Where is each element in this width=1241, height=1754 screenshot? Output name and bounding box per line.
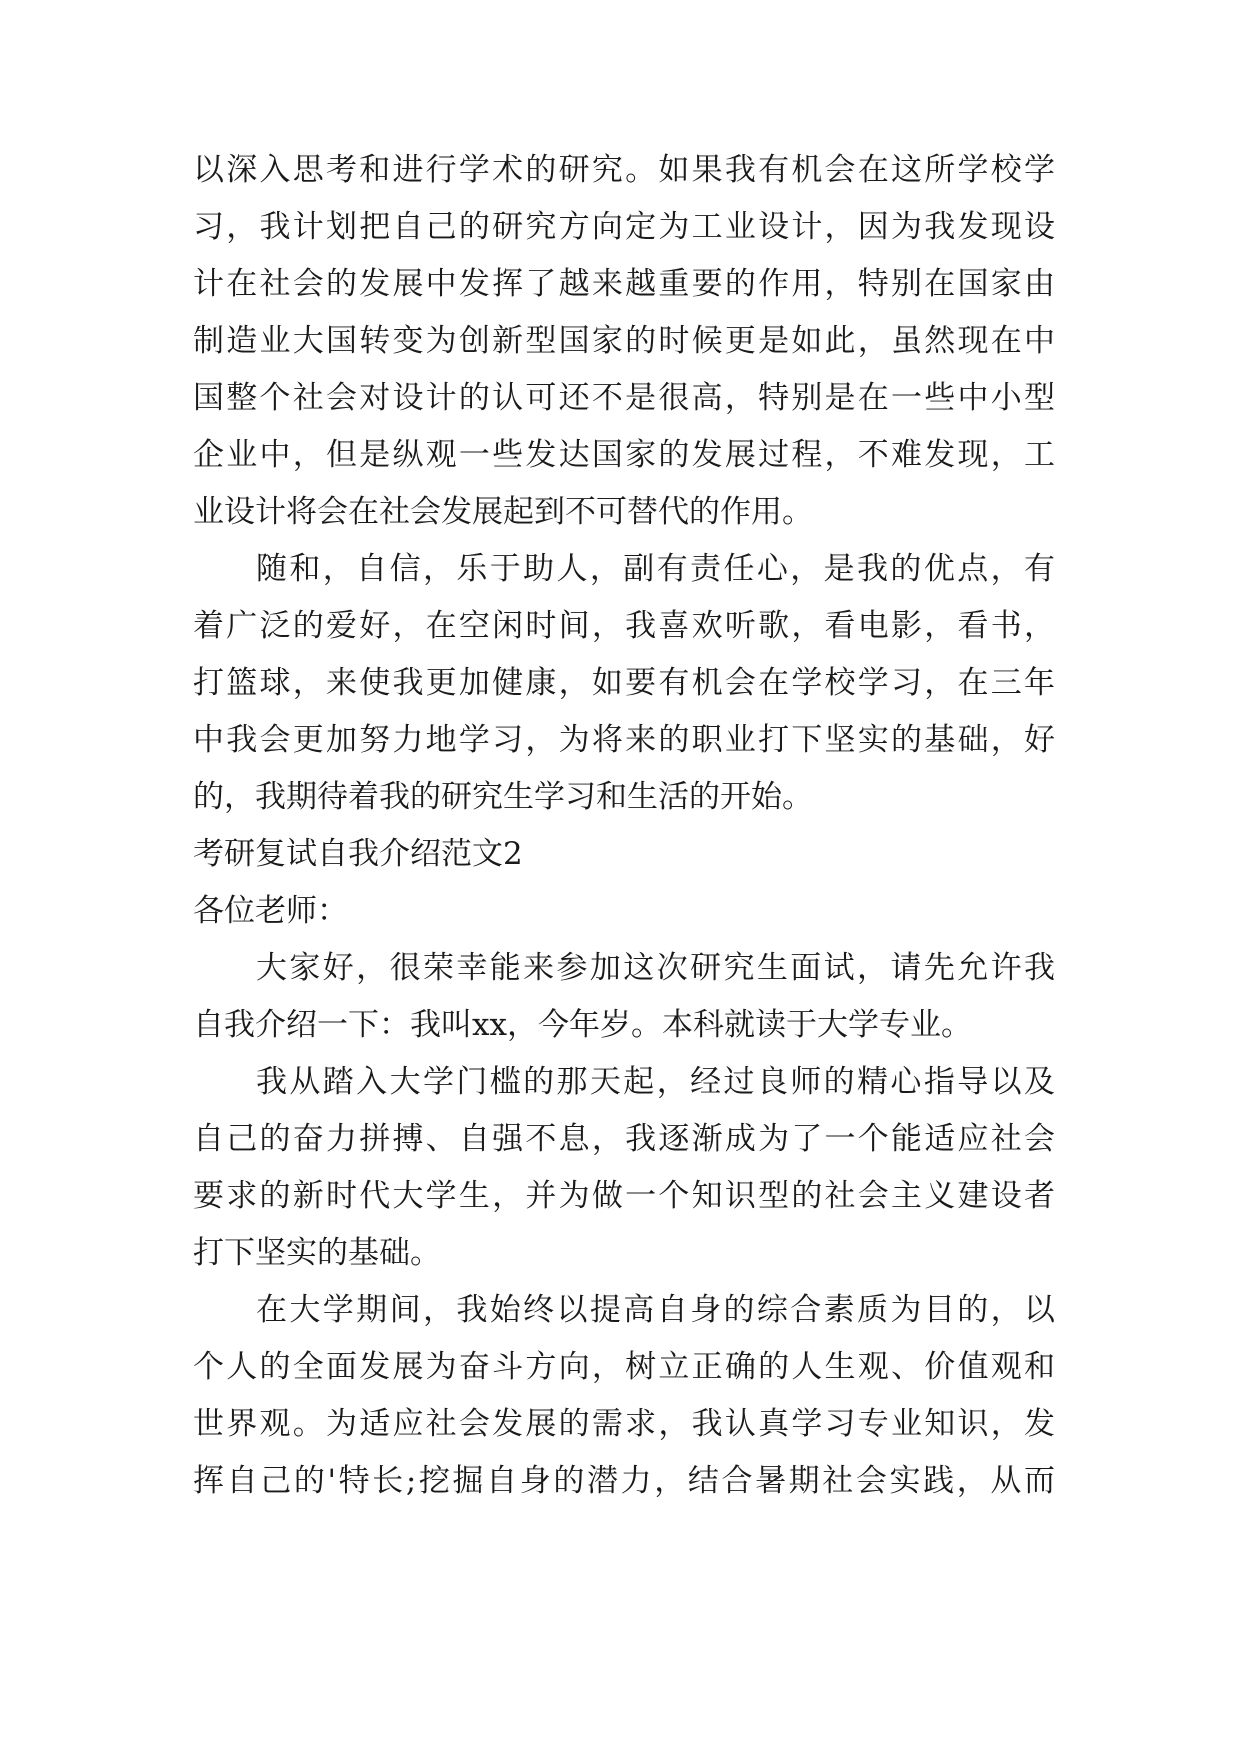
text-line: 制造业大国转变为创新型国家的时候更是如此，虽然现在中 [193, 323, 1055, 359]
text-line: 个人的全面发展为奋斗方向，树立正确的人生观、价值观和 [193, 1349, 1055, 1385]
text-line: 着广泛的爱好，在空闲时间，我喜欢听歌，看电影，看书， [193, 608, 1055, 644]
paragraph-first-line: 大家好，很荣幸能来参加这次研究生面试，请先允许我 [256, 950, 1055, 986]
text-line: 企业中，但是纵观一些发达国家的发展过程，不难发现，工 [193, 437, 1055, 473]
text-line: 中我会更加努力地学习，为将来的职业打下坚实的基础，好 [193, 722, 1055, 758]
paragraph-first-line: 在大学期间，我始终以提高自身的综合素质为目的，以 [256, 1292, 1055, 1328]
salutation: 各位老师： [193, 893, 348, 929]
text-line: 要求的新时代大学生，并为做一个知识型的社会主义建设者 [193, 1178, 1055, 1214]
text-line: 自己的奋力拼搏、自强不息，我逐渐成为了一个能适应社会 [193, 1121, 1055, 1157]
paragraph-first-line: 我从踏入大学门槛的那天起，经过良师的精心指导以及 [256, 1064, 1055, 1100]
text-line: 打篮球，来使我更加健康，如要有机会在学校学习，在三年 [193, 665, 1055, 701]
text-line: 国整个社会对设计的认可还不是很高，特别是在一些中小型 [193, 380, 1055, 416]
text-line: 计在社会的发展中发挥了越来越重要的作用，特别在国家由 [193, 266, 1055, 302]
text-line: 习，我计划把自己的研究方向定为工业设计，因为我发现设 [193, 209, 1055, 245]
text-line: 业设计将会在社会发展起到不可替代的作用。 [193, 494, 813, 530]
text-line: 自我介绍一下：我叫xx，今年岁。本科就读于大学专业。 [193, 1007, 972, 1043]
text-line: 世界观。为适应社会发展的需求，我认真学习专业知识，发 [193, 1406, 1055, 1442]
paragraph-first-line: 随和，自信，乐于助人，副有责任心，是我的优点，有 [256, 551, 1055, 587]
section-heading: 考研复试自我介绍范文2 [193, 836, 523, 872]
text-line: 以深入思考和进行学术的研究。如果我有机会在这所学校学 [193, 152, 1055, 188]
text-line: 的，我期待着我的研究生学习和生活的开始。 [193, 779, 813, 815]
text-line: 挥自己的'特长;挖掘自身的潜力，结合暑期社会实践，从而 [193, 1463, 1055, 1499]
text-line: 打下坚实的基础。 [193, 1235, 441, 1271]
